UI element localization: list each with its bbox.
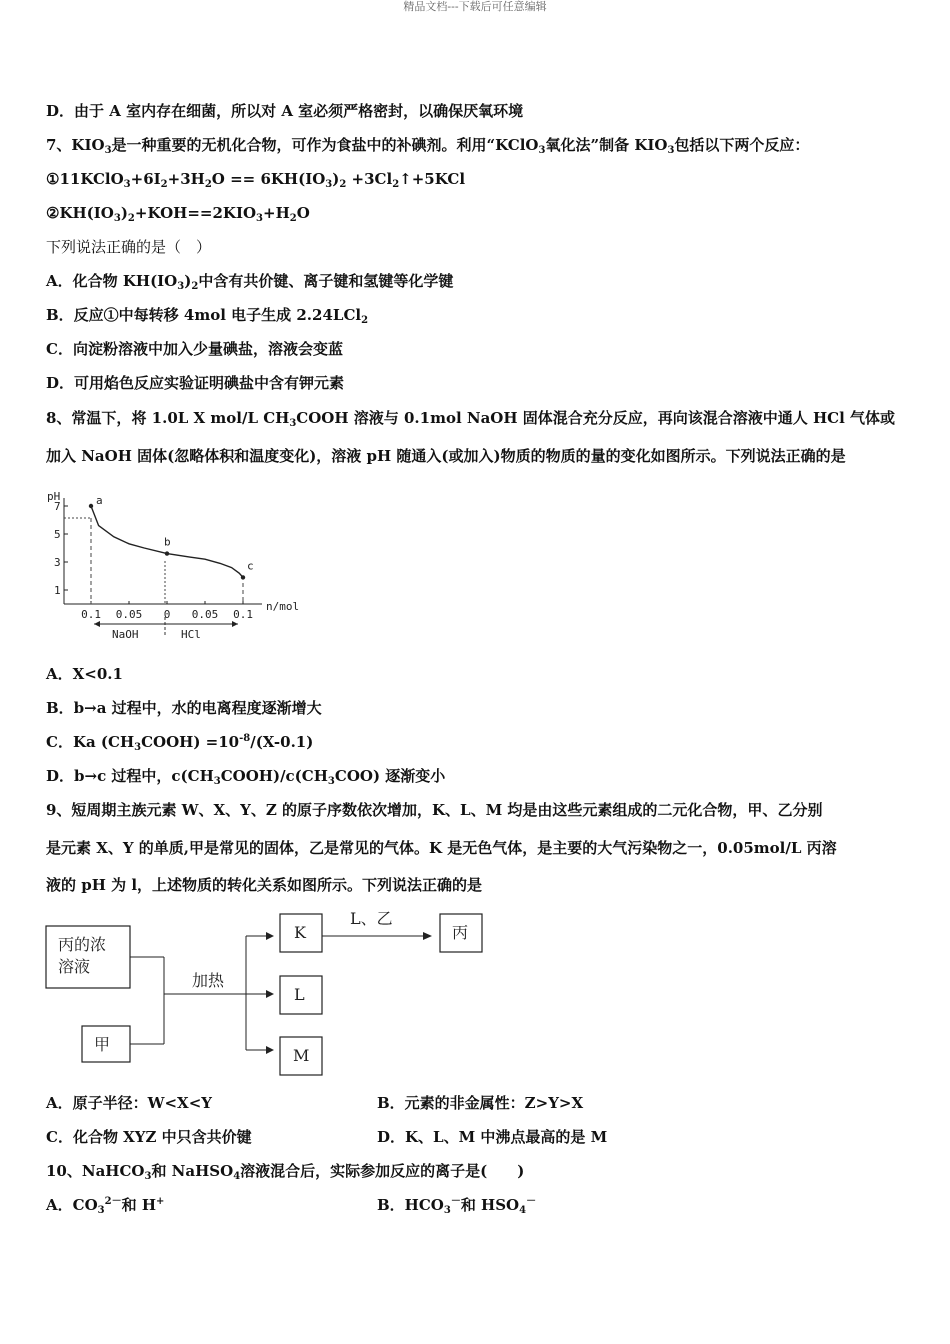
box-l-label: L [294, 985, 305, 1004]
x-tick-label-4: 0.1 [233, 608, 253, 621]
q7-ask: 下列说法正确的是（ ） [46, 238, 212, 256]
box-bing-line1: 丙的浓 [58, 935, 107, 954]
q9-stem-line1: 9、短周期主族元素 W、X、Y、Z 的原子序数依次增加，K、L、M 均是由这些元素组成的二元化合物，甲、乙分别 [46, 801, 823, 819]
q7-option-c: C．向淀粉溶液中加入少量碘盐，溶液会变蓝 [46, 340, 343, 358]
q7-stem: 7、$KIO_3$是一种重要的无机化合物，可作为食盐中的补碘剂。利用“KClO$_3$氧化法”制备 $KIO_3$包括以下两个反应： [46, 136, 810, 156]
region-naoh: NaOH [112, 628, 139, 641]
y-tick-label-5: 5 [54, 528, 61, 541]
q9-option-b: B．元素的非金属性：Z>Y>X [377, 1094, 584, 1112]
point-a [89, 504, 93, 508]
q9-stem-line2: 是元素 X、Y 的单质,甲是常见的固体，乙是常见的气体。K 是无色气体，是主要的大气污染物之一，0.05mol/L 丙溶 [46, 839, 837, 857]
heat-label: 加热 [192, 971, 225, 990]
point-c [241, 575, 245, 579]
box-bing-line2: 溶液 [58, 957, 91, 976]
x-tick-label-0: 0.1 [81, 608, 101, 621]
q10-option-b: B．$HCO_3^-$和 $HSO_4^-$ [377, 1196, 537, 1216]
ph-chart [40, 484, 320, 644]
arrowhead-l [266, 990, 274, 998]
x-tick-label-1: 0.05 [115, 608, 143, 621]
point-label-a: a [96, 494, 103, 507]
q6-option-d: D．由于 A 室内存在细菌，所以对 A 室必须严格密封，以确保厌氧环境 [46, 102, 524, 120]
box-jia-label: 甲 [94, 1035, 111, 1054]
q8-option-c: C．Ka $(CH_3COOH) =10^{-8}/(X-0.1)$ [46, 733, 314, 753]
point-label-b: b [164, 535, 171, 549]
y-tick-label-3: 3 [54, 556, 61, 569]
chart-ylabel: pH [47, 490, 61, 503]
q8-stem-line2: 加入 NaOH 固体(忽略体积和温度变化)，溶液 pH 随通入(或加入)物质的物质的量的变化如图所示。下列说法正确的是 [46, 447, 846, 465]
q7-option-b: B．反应①中每转移 4mol 电子生成 2.24LCl$_2$ [46, 306, 369, 326]
x-tick-label-3: 0.05 [191, 608, 219, 621]
y-tick-label-7: 7 [54, 500, 61, 513]
arrowhead-k [266, 932, 274, 940]
q8-option-a: A．X<0.1 [46, 665, 123, 683]
box-m-label: M [293, 1046, 310, 1065]
q9-option-a: A．原子半径：W<X<Y [46, 1094, 212, 1112]
q7-reaction-1: $①11KClO_3+6I_2+3H_2O == 6KH(IO_3)_2$ $+3Cl_2↑+5KCl$ [46, 170, 466, 190]
q8-stem-line1: 8、常温下，将 1.0L X mol/L $CH_3COOH$ 溶液与 0.1mol NaOH 固体混合充分反应，再向该混合溶液中通人 HCl 气体或 [46, 409, 896, 429]
q8-option-b: B．b→a 过程中，水的电离程度逐渐增大 [46, 699, 322, 717]
chart-xlabel: n/mol [266, 600, 300, 613]
q9-flow-diagram [44, 910, 494, 1080]
q9-option-c: C．化合物 XYZ 中只含共价键 [46, 1128, 252, 1146]
arrow-label-l-yi: L、乙 [350, 909, 393, 928]
arrowhead-m [266, 1046, 274, 1054]
q9-option-d: D．K、L、M 中沸点最高的是 M [377, 1128, 608, 1146]
region-hcl: HCl [181, 628, 201, 641]
q7-option-d: D．可用焰色反应实验证明碘盐中含有钾元素 [46, 374, 345, 392]
box-bing-label: 丙 [452, 923, 469, 942]
y-tick-label-1: 1 [54, 584, 61, 597]
q10-option-a: A．$CO_3^{2-}$和 H+ [46, 1196, 165, 1216]
point-label-c: c [247, 559, 254, 573]
region-arrow-left [94, 621, 100, 627]
q7-reaction-2: $②KH(IO_3)_2+KOH==2KIO_3+H_2O$ [46, 204, 310, 224]
q7-option-a: A．化合物 $KH(IO_3)_2$中含有共价键、离子键和氢键等化学键 [46, 272, 454, 292]
region-arrow-right [232, 621, 238, 627]
k-to-bing-arrowhead [423, 932, 432, 940]
point-b [165, 551, 169, 555]
q8-option-d: D．b→c 过程中，$c(CH_3COOH)/c(CH_3COO)$ 逐渐变小 [46, 767, 446, 787]
box-k-label: K [294, 923, 306, 942]
x-tick-label-2: 0 [163, 608, 171, 621]
q10-stem: 10、NaHCO$_3$和 NaHSO$_4$溶液混合后，实际参加反应的离子是( ) [46, 1162, 525, 1182]
q9-stem-line3: 液的 pH 为 l，上述物质的转化关系如图所示。下列说法正确的是 [46, 876, 483, 894]
page-header: 精品文档---下载后可任意编辑 [403, 0, 547, 13]
